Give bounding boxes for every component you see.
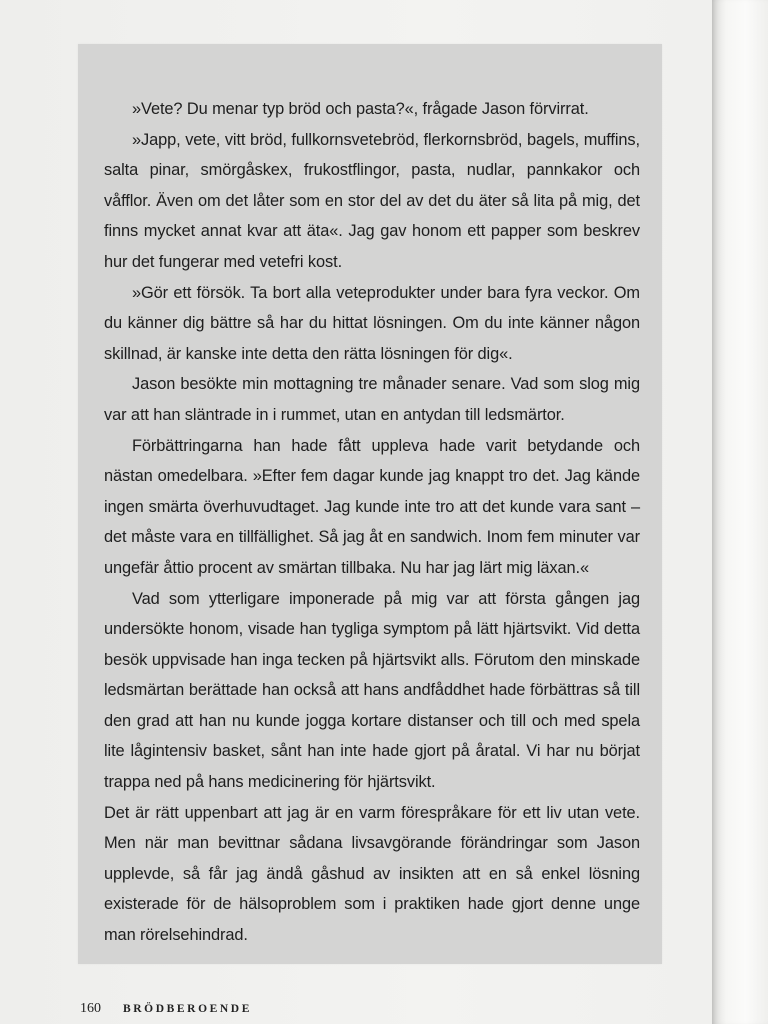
paragraph-5: Förbättringarna han hade fått uppleva hade varit betydande och nästan omedelbara. »Efter fem dagar kunde jag knappt tro det. Jag kände ingen smärta överhuvudtaget. Jag kunde inte tro att det kunde vara sant – det måste vara en tillfällighet. Så jag åt en sandwich. Inom fem minuter var ungefär åttio procent av smärtan tillbaka. Nu har jag lärt mig läxan.« xyxy=(104,436,640,577)
paragraph-7: Det är rätt uppenbart att jag är en varm förespråkare för ett liv utan vete. Men när man bevittnar sådana livsavgörande förändringar som Jason upplevde, så får jag ändå gåshud av insikten att en så enkel lösning existerade för de hälsoproblem som i praktiken hade gjort denne unge man rörelsehindrad. xyxy=(104,803,640,945)
paragraph-1: »Vete? Du menar typ bröd och pasta?«, frågade Jason förvirrat. xyxy=(132,100,589,118)
page-number: 160 xyxy=(80,1001,101,1016)
running-head: BRÖDBEROENDE xyxy=(123,1003,252,1015)
page-footer xyxy=(80,1001,252,1023)
paragraph-3: »Gör ett försök. Ta bort alla veteprodukter under bara fyra veckor. Om du känner dig bättre så har du hittat lösningen. Om du inte känner någon skillnad, är kanske inte detta den rätta lösningen för dig«. xyxy=(104,283,640,363)
paragraph-4: Jason besökte min mottagning tre månader senare. Vad som slog mig var att han släntrade in i rummet, utan en antydan till ledsmärtor. xyxy=(104,375,640,424)
paragraph-6: Vad som ytterligare imponerade på mig var att första gången jag undersökte honom, visade han tygliga symptom på lätt hjärtsvikt. Vid detta besök uppvisade han inga tecken på hjärtsvikt alls. Förutom den minskade ledsmärtan berättade han också att hans andfåddhet hade förbättras så till den grad att han nu kunde jogga kortare distanser och till och med spela lite lågintensiv basket, sånt han inte hade gjort på åratal. Vi har nu börjat trappa ned på hans medicinering för hjärtsvikt. xyxy=(104,589,640,792)
paragraph-2: »Japp, vete, vitt bröd, fullkornsvetebröd, flerkornsbröd, bagels, muffins, salta pinar, smörgåskex, frukostflingor, pasta, nudlar, pannkakor och våfflor. Även om det låter som en stor del av det du äter så lita på mig, det finns mycket annat kvar att äta«. Jag gav honom ett papper som beskrev hur det fungerar med vetefri kost. xyxy=(104,130,640,271)
body-text xyxy=(104,94,640,951)
book-spine-edge xyxy=(712,0,768,1024)
